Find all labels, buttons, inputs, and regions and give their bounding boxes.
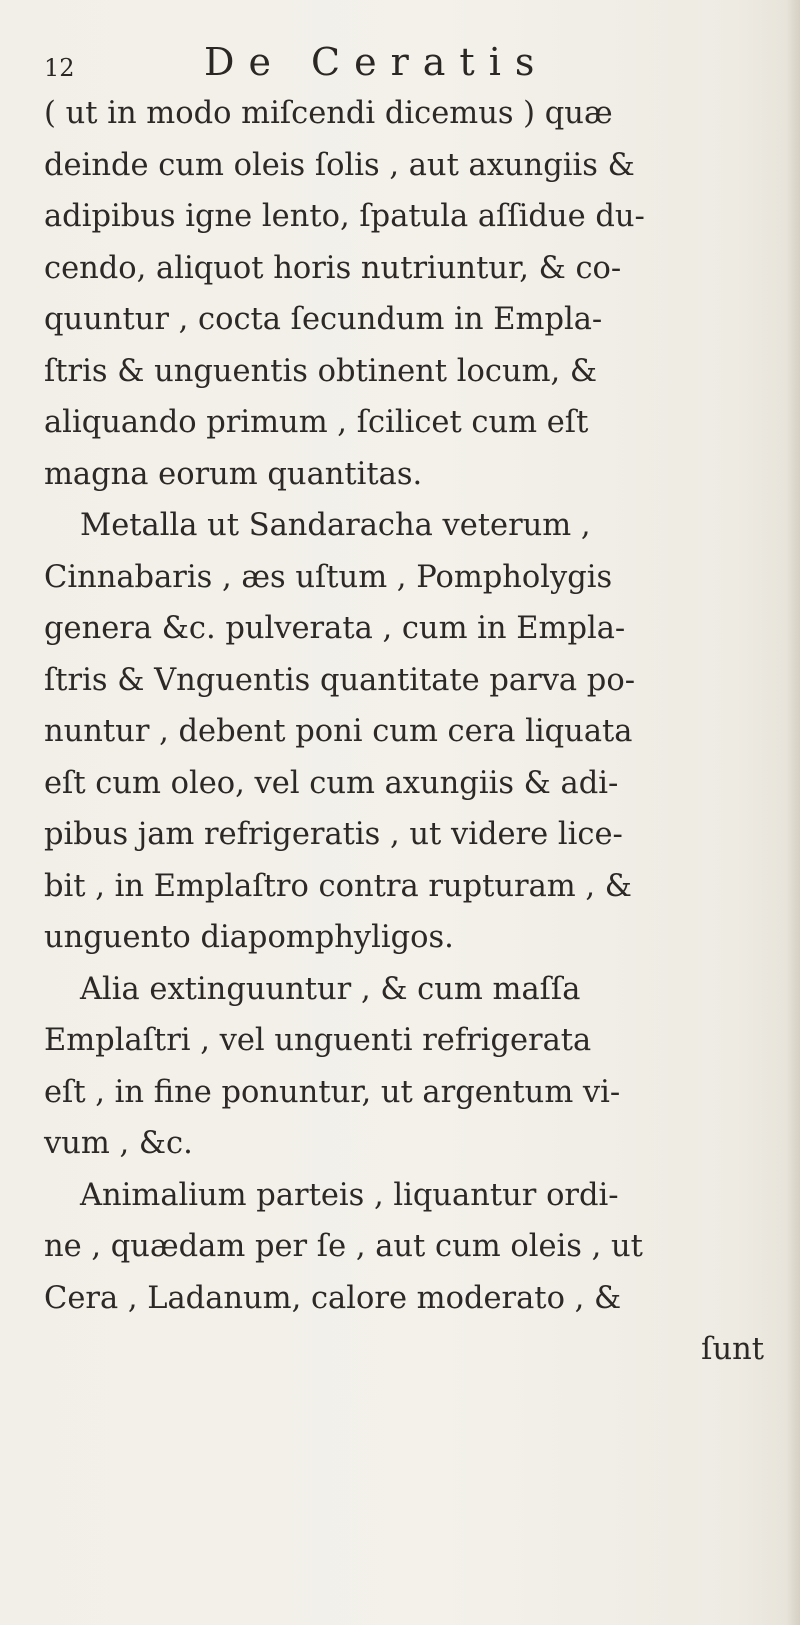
text-line: Cinnabaris , æs uſtum , Pompholygis xyxy=(44,559,613,595)
paragraph-start-line: Animalium parteis , liquantur ordi- xyxy=(80,1177,619,1213)
text-line: cendo, aliquot horis nutriuntur, & co- xyxy=(44,250,622,286)
text-line: deinde cum oleis ſolis , aut axungiis & xyxy=(44,147,635,183)
text-line: genera &c. pulverata , cum in Empla- xyxy=(44,611,626,646)
text-line: ſtris & Vnguentis quantitate parva po- xyxy=(44,662,635,698)
text-line: adipibus igne lento, ſpatula aſſidue du- xyxy=(44,199,645,234)
text-line: Emplaſtri , vel unguenti refrigerata xyxy=(44,1023,592,1058)
text-line: aliquando primum , ſcilicet cum eſt xyxy=(44,405,589,440)
text-line: Cera , Ladanum, calore moderato , & xyxy=(44,1280,622,1316)
text-line: unguento diapomphyligos. xyxy=(44,920,454,955)
catchword: ſunt xyxy=(701,1332,764,1367)
text-line: eſt cum oleo, vel cum axungiis & adi- xyxy=(44,765,619,801)
paragraph-start-line: Metalla ut Sandaracha veterum , xyxy=(80,508,591,543)
body-text xyxy=(44,88,774,1376)
text-line: magna eorum quantitas. xyxy=(44,456,423,492)
text-line: vum , &c. xyxy=(44,1126,193,1161)
text-line: ne , quædam per ſe , aut cum oleis , ut xyxy=(44,1229,643,1264)
page-header xyxy=(44,40,764,90)
text-line: ( ut in modo miſcendi dicemus ) quæ xyxy=(44,96,613,131)
text-line: pibus jam refrigeratis , ut videre lice- xyxy=(44,817,623,852)
text-line: nuntur , debent poni cum cera liquata xyxy=(44,714,633,749)
text-line: eſt , in fine ponuntur, ut argentum vi- xyxy=(44,1074,621,1110)
paragraph-start-line: Alia extinguuntur , & cum maſſa xyxy=(80,971,581,1007)
text-line: quuntur , cocta ſecundum in Empla- xyxy=(44,302,603,337)
text-line: bit , in Emplaſtro contra rupturam , & xyxy=(44,868,632,904)
page-number: 12 xyxy=(44,54,75,82)
running-title: De Ceratis xyxy=(204,40,549,84)
page-edge-shadow xyxy=(786,0,800,1625)
text-line: ſtris & unguentis obtinent locum, & xyxy=(44,353,598,389)
